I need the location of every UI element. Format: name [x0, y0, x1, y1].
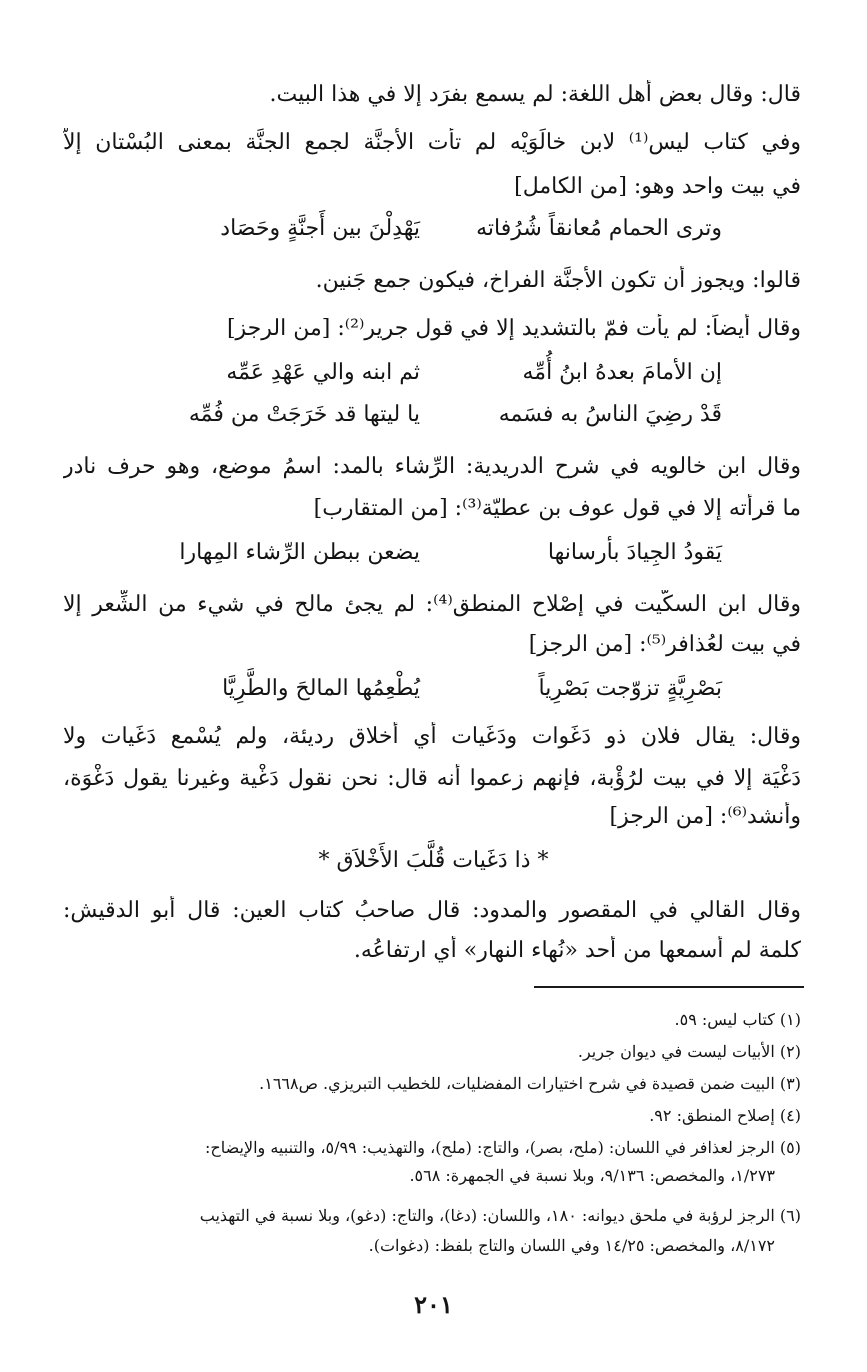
text-line: كلمة لم أسمعها من أحد «نُهاء النهار» أي ارتفاعُه. — [353, 938, 801, 963]
footnote: (٢) الأبيات ليست في ديوان جرير. — [577, 1042, 801, 1061]
footnote: (٣) البيت ضمن قصيدة في شرح اختيارات المفضليات، للخطيب التبريزي. ص١٦٦٨. — [259, 1074, 801, 1093]
text-line: في بيت واحد وهو: [من الكامل] — [514, 174, 801, 199]
text-line: قال: وقال بعض أهل اللغة: لم يسمع بفرَد إلا في هذا البيت. — [269, 82, 801, 107]
text-line: وقال أيضاً: لم يأت فمّ بالتشديد إلا في قول جرير⁽²⁾: [من الرجز] — [226, 316, 801, 341]
verse-hemistich: قَدْ رضِيَ الناسُ به فسَمه — [498, 402, 722, 427]
footnote: (٥) الرجز لعذافر في اللسان: (ملح، بصر)، والتاج: (ملح)، والتهذيب: ٥/٩٩، والتنبيه والإيضاح: — [205, 1138, 801, 1157]
footnote: ٨/١٧٢، والمخصص: ١٤/٢٥ وفي اللسان والتاج بلفظ: (دغوات). — [368, 1236, 775, 1255]
page-number: ٢٠١ — [414, 1290, 453, 1319]
text-line: وفي كتاب ليس⁽¹⁾ لابن خالَوَيْه لم تأت الأَجنَّة لجمع الجنَّة بمعنى البُسْتان إلاَّ — [63, 130, 801, 155]
footnote: (٦) الرجز لرؤبة في ملحق ديوانه: ١٨٠، واللسان: (دغا)، والتاج: (دغو)، وبلا نسبة في التهذيب — [199, 1206, 801, 1225]
text-line: وأنشد⁽⁶⁾: [من الرجز] — [609, 804, 801, 829]
verse-hemistich: يَهْدِلْنَ بين أَجنَّةٍ وحَصَاد — [220, 216, 420, 241]
verse-hemistich: وترى الحمام مُعانقاً شُرُفاته — [476, 216, 722, 241]
text-line: ما قرأته إلا في قول عوف بن عطيّة⁽³⁾: [من المتقارب] — [313, 496, 801, 521]
verse-hemistich: يُطْعِمُها المالحَ والطَّرِيَّا — [222, 676, 420, 701]
verse-hemistich: يا ليتها قد خَرَجَتْ من فُمِّه — [188, 402, 420, 427]
verse-hemistich: بَصْرِيَّةٍ تزوّجت بَصْرِياً — [538, 676, 722, 701]
text-line: وقال: يقال فلان ذو دَغَوات ودَغَيات أي أخلاق رديئة، ولم يُسْمع دَغَيات ولا — [63, 724, 801, 749]
text-line: وقال القالي في المقصور والمدود: قال صاحبُ كتاب العين: قال أبو الدقيش: — [63, 898, 801, 923]
verse-hemistich: ثم ابنه والي عَهْدِ عَمِّه — [226, 360, 420, 385]
text-line: في بيت لعُذافر⁽⁵⁾: [من الرجز] — [528, 632, 801, 657]
verse-hemistich: يضعن ببطن الرِّشاء المِهارا — [179, 540, 420, 565]
text-line: وقال ابن السكّيت في إصْلاح المنطق⁽⁴⁾: لم يجئ مالح في شيء من الشِّعر إلا — [63, 592, 801, 617]
footnote: (٤) إصلاح المنطق: ٩٢. — [649, 1106, 801, 1125]
footnote: ١/٢٧٣، والمخصص: ٩/١٣٦، وبلا نسبة في الجمهرة: ٥٦٨. — [409, 1166, 775, 1185]
footnote: (١) كتاب ليس: ٥٩. — [674, 1010, 801, 1029]
verse-hemistich: إن الأمامَ بعدهُ ابنُ أُمِّه — [522, 360, 722, 385]
verse-hemistich: يَقودُ الجِيادَ بأرسانها — [547, 540, 722, 565]
footnote-divider — [534, 986, 804, 988]
text-line: دَغْيَة إلا في بيت لرُؤْبة، فإنهم زعموا أنه قال: نحن نقول دَغْية وغيرنا يقول دَغْوَة، — [63, 766, 801, 791]
text-line: وقال ابن خالويه في شرح الدريدية: الرِّشاء بالمد: اسمُ موضع، وهو حرف نادر — [63, 454, 801, 479]
centered-verse: * ذا دَغَيات قُلَّبَ الأَخْلاَق * — [318, 848, 549, 873]
text-line: قالوا: ويجوز أن تكون الأَجنَّة الفراخ، فيكون جمع جَنين. — [315, 268, 801, 293]
